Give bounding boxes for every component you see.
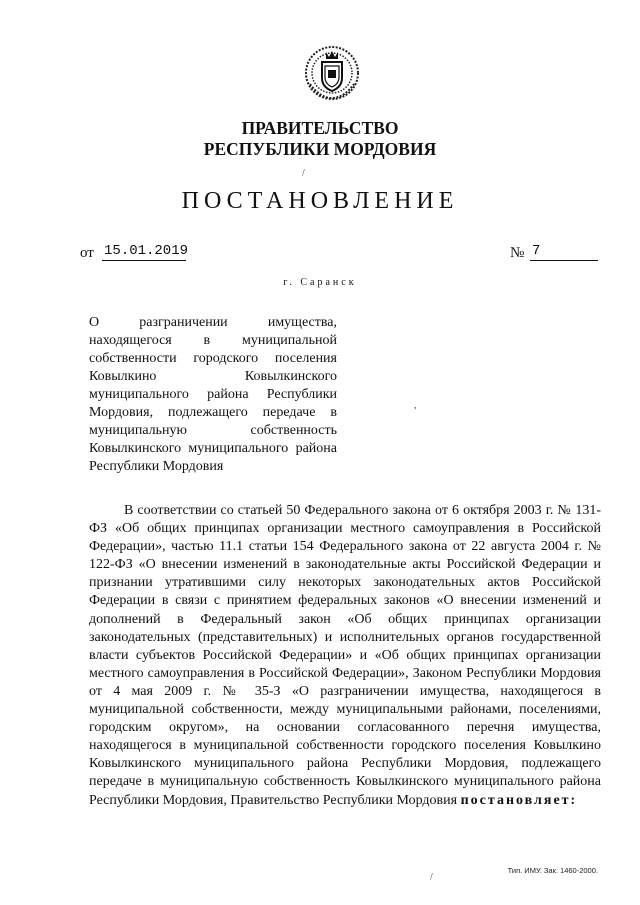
coat-of-arms-icon	[300, 40, 364, 104]
number-label: №	[510, 245, 525, 261]
date-value: 15.01.2019	[104, 243, 189, 259]
date-label: от	[80, 245, 94, 261]
body-text: В соответствии со статьей 50 Федерального закона от 6 октября 2003 г. № 131-ФЗ «Об общих принципах организации местного самоуправления в Российской Федерации», частью 11.1 статьи 154 Федерального закона от 22 августа 2004 г. № 122-ФЗ «О внесении изменений в законодательные акты Российской Федерации и признании утратившими силу некоторых законодательных актов Российской Федерации в связи с принятием федеральных законов «О внесении изменений и дополнений в Федеральный закон «Об общих принципах организации законодательных (представительных) и исполнительных органов государственной власти субъектов Российской Федерации» и «Об общих принципах организации местного самоуправления в Российской Федерации», Законом Республики Мордовия от 4 мая 2009 г. № 35-З «О разграничении имущества, находящегося в муниципальной собственности, между муниципальными районами, поселениями, городским округом», на основании согласованного перечня имущества, находящегося в муниципальной собственности городского поселения Ковылкино Ковылкинского муниципального района Республики Мордовия, подлежащего передаче в муниципальную собственность Ковылкинского муниципального района Республики Мордовия, Правительство Республики Мордовия	[89, 503, 601, 808]
government-title-line2: РЕСПУБЛИКИ МОРДОВИЯ	[203, 139, 437, 159]
scan-mark: /	[302, 168, 305, 179]
document-subject: О разграничении имущества, находящегося в муниципальной собственности городского поселения Ковылкино Ковылкинского муниципального района Республики Мордовия, подлежащего передаче в муниципальную собственность Ковылкинского муниципального района Республики Мордовия	[89, 315, 337, 474]
city-label: г. Саранск	[283, 277, 357, 288]
scan-mark: /	[430, 872, 433, 883]
body-paragraph	[89, 502, 601, 810]
government-title-line1: ПРАВИТЕЛЬСТВО	[241, 118, 399, 138]
number-value: 7	[530, 243, 598, 261]
document-type-heading: ПОСТАНОВЛЕНИЕ	[181, 188, 459, 214]
scan-mark: ,	[414, 400, 417, 411]
print-footer: Тип. ИМУ. Зак. 1460-2000.	[507, 866, 598, 875]
resolves-word: постановляет:	[460, 792, 578, 808]
